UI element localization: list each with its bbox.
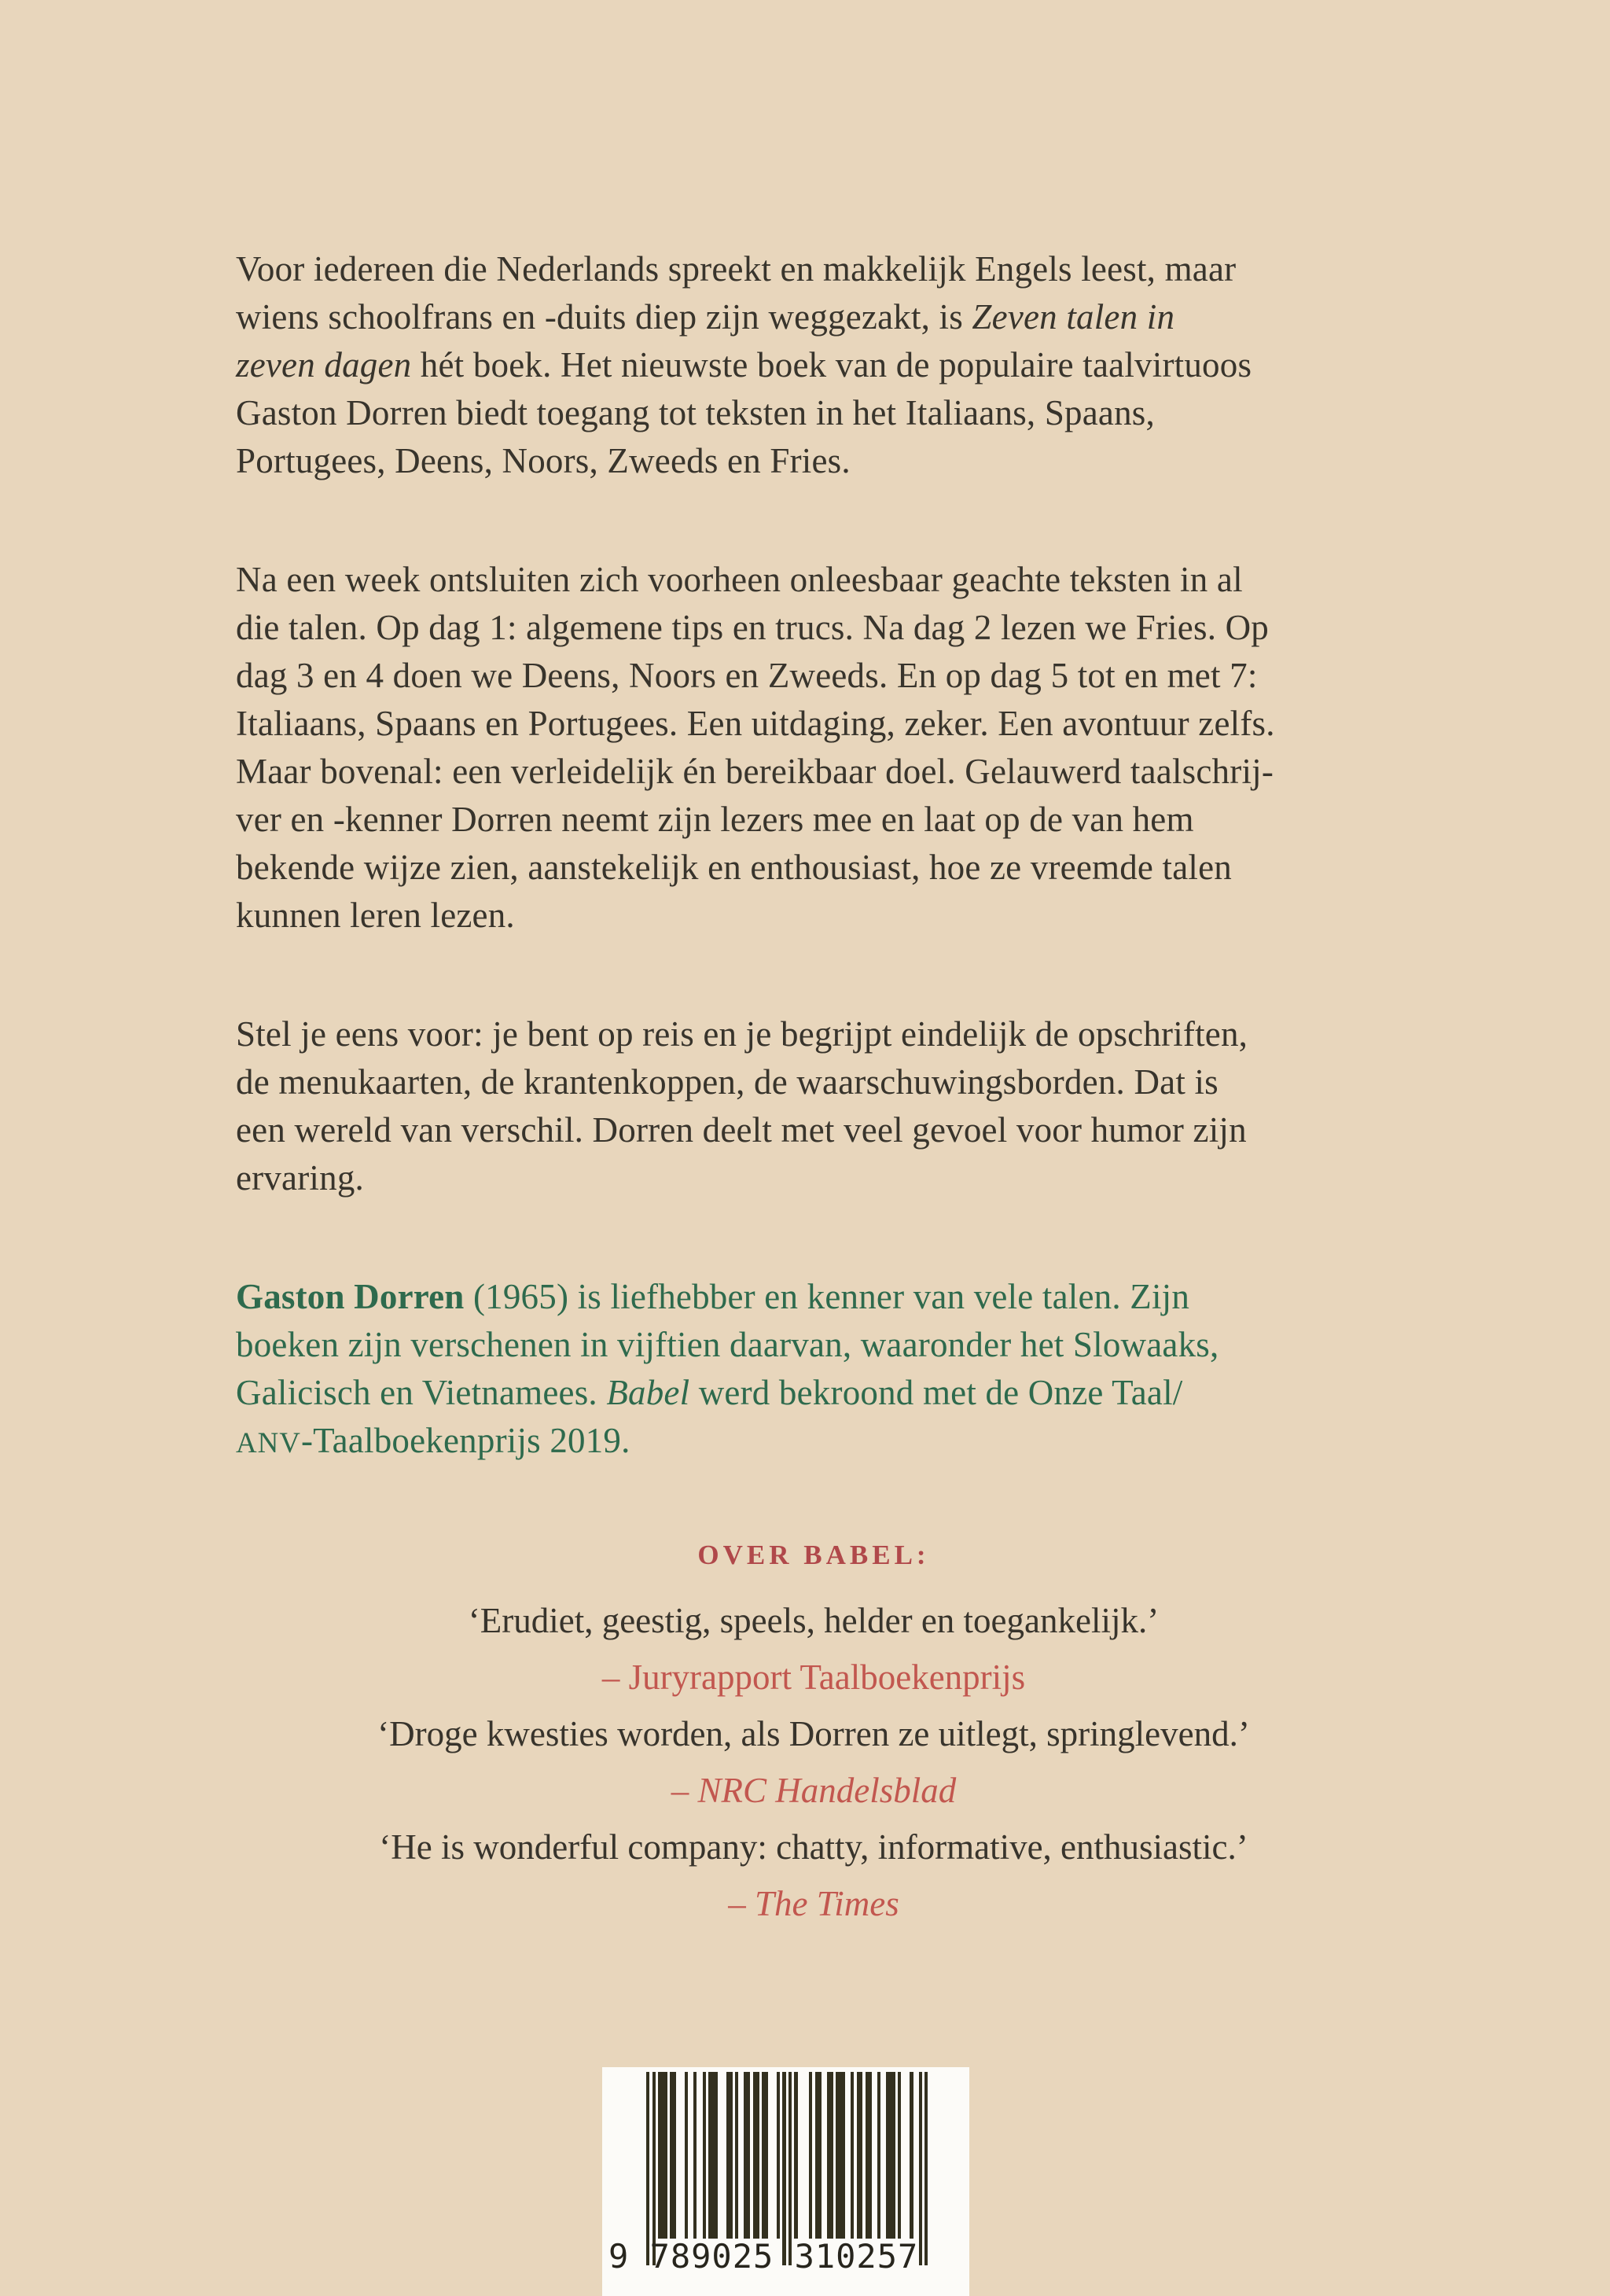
reviews-section xyxy=(236,1539,1391,1932)
blurb-paragraph-3: Stel je eens voor: je bent op reis en je begrijpt eindelijk de opschriften, de menukaarten, de krantenkoppen, de waarschuwingsborden. Dat is een wereld van verschil. Dorren deelt met veel gevoel voor humor zijn ervaring. xyxy=(236,1014,1248,1198)
review-quote-2: ‘Droge kwesties worden, als Dorren ze uitlegt, springlevend.’ xyxy=(377,1714,1250,1753)
review-quote-1: ‘Erudiet, geestig, speels, helder en toegankelijk.’ xyxy=(468,1601,1160,1640)
review-source-3: – The Times xyxy=(728,1884,899,1923)
author-bio: Gaston Dorren (1965) is liefhebber en kenner van vele talen. Zijn boeken zijn verschenen in vijftien daarvan, waaronder het Slowaaks, Galicisch en Vietnamees. Babel werd bekroond met de Onze Taal/ ANV-Taalboekenprijs 2019. xyxy=(236,1277,1219,1460)
barcode-digits: 9 789025 310257 xyxy=(608,2237,919,2276)
review-source-2: – NRC Handelsblad xyxy=(671,1771,957,1810)
review-quote-3: ‘He is wonderful company: chatty, informative, enthusiastic.’ xyxy=(379,1827,1248,1867)
blurb-paragraph-2: Na een week ontsluiten zich voorheen onleesbaar geachte teksten in al die talen. Op dag 1: algemene tips en trucs. Na dag 2 lezen we Fries. Op dag 3 en 4 doen we Deens, Noors en Zweeds. En op dag 5 tot en met 7: Italiaans, Spaans en Portugees. Een uitdaging, zeker. Een avontuur zelfs. Maar bovenal: een verleidelijk én bereikbaar doel. Gelauwerd taalschrij- ver en -kenner Dorren neemt zijn lezers mee en laat op de van hem bekende wijze zien, aanstekelijk en enthousiast, hoe ze vreemde talen kunnen leren lezen. xyxy=(236,560,1275,935)
reviews-heading: OVER BABEL: xyxy=(697,1540,930,1570)
blurb-paragraph-1: Voor iedereen die Nederlands spreekt en makkelijk Engels leest, maar wiens schoolfrans en -duits diep zijn weggezakt, is Zeven talen in zeven dagen hét boek. Het nieuwste boek van de populaire taalvirtuoos Gaston Dorren biedt toegang tot teksten in het Italiaans, Spaans, Portugees, Deens, Noors, Zweeds en Fries. xyxy=(236,249,1252,480)
back-cover-text-block xyxy=(236,245,1391,1932)
review-source-1: – Juryrapport Taalboekenprijs xyxy=(601,1658,1026,1697)
isbn-barcode xyxy=(602,2067,969,2296)
